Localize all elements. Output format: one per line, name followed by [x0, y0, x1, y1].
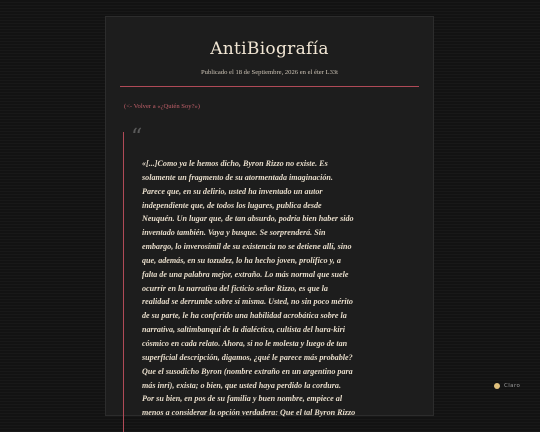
theme-toggle-button[interactable]: [494, 380, 520, 392]
blockquote: [123, 125, 414, 432]
theme-toggle-label: Claro: [504, 383, 521, 389]
publication-info: [106, 69, 433, 76]
back-to-about-link[interactable]: (<- Volver a «¿Quién Soy?»): [124, 103, 200, 110]
quote-text: «[...]Como ya le hemos dicho, Byron Rizzo no existe. Es solamente un fragmento de su atormentada imaginación. Parece que, en su delirio, usted ha inventado un autor independiente que, de todos los lugares, publica desde Neuquén. Un lugar que, de tan absurdo, podría bien haber sido inventado también. Vaya y busque. Se sorprenderá. Sin embargo, lo inverosímil de su existencia no se detiene allí, sino que, además, en su tozudez, lo ha hecho joven, prolífico y, a falta de una palabra mejor, extraño. Lo más normal que suele ocurrir en la narrativa del ficticio señor Rizzo, es que la realidad se derrumbe sobre sí misma. Usted, no sin poco mérito de su parte, le ha conferido una habilidad acrobática sobre la narrativa, saltimbanqui de la dialéctica, cultista del hara-kiri cósmico en cada relato. Ahora, si no le molesta y luego de tan superficial descripción, digamos, ¿qué le parece más probable? Que el susodicho Byron (nombre extraño en un argentino para más inri), exista; o bien, que usted haya perdido la cordura. Por su bien, en pos de su familia y buen nombre, empiece al menos a considerar la opción verdadera: Que el tal Byron Rizzo: [142, 159, 356, 418]
published-prefix: Publicado el: [201, 69, 234, 76]
post-card: [105, 16, 434, 416]
published-date: 18 de Septiembre, 2026: [235, 69, 299, 76]
sun-icon: [494, 383, 500, 389]
quote-icon: “: [131, 125, 143, 150]
published-suffix: en el éter L33t: [299, 69, 338, 76]
header-divider: [120, 86, 419, 87]
site-title: AntiBiografía: [210, 39, 329, 59]
